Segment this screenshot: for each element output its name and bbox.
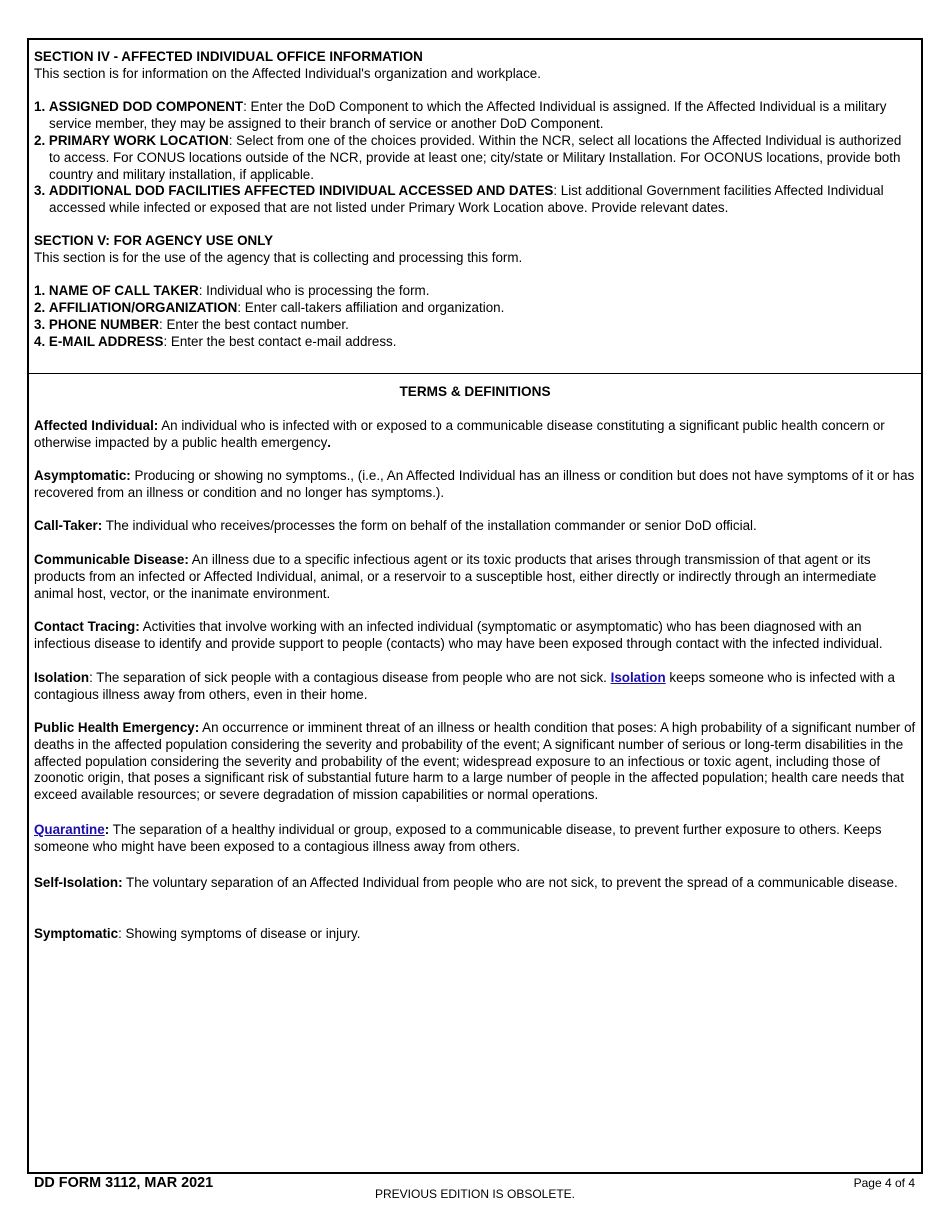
- def-symptomatic: Symptomatic: Showing symptoms of disease or injury.: [34, 926, 361, 941]
- isolation-link[interactable]: Isolation: [610, 670, 666, 685]
- list-item: 1. ASSIGNED DOD COMPONENT: Enter the DoD Component to which the Affected Individual is assigned. If the Affected Individual is a military service member, they may be assigned to their branch of service or another DoD Component.: [34, 99, 887, 132]
- terms-title: TERMS & DEFINITIONS: [399, 384, 551, 399]
- def-isolation: Isolation: The separation of sick people with a contagious disease from people who are not sick. Isolation keeps someone who is infected with a contagious illness away from others, even in their home.: [34, 670, 895, 702]
- list-item: 3. PHONE NUMBER: Enter the best contact number.: [34, 316, 349, 332]
- list-item: 1. NAME OF CALL TAKER: Individual who is processing the form.: [34, 283, 430, 299]
- section-iv: [34, 49, 915, 217]
- def-call-taker: Call-Taker: The individual who receives/processes the form on behalf of the installation commander or senior DoD official.: [34, 518, 757, 533]
- page-number: Page 4 of 4: [853, 1176, 915, 1190]
- edition-note: PREVIOUS EDITION IS OBSOLETE.: [374, 1187, 576, 1201]
- section-v-list: [34, 283, 915, 350]
- def-asymptomatic: Asymptomatic: Producing or showing no symptoms., (i.e., An Affected Individual has an illness or condition but does not have symptoms of it or has recovered from an illness or condition and no longer has symptoms.).: [34, 468, 915, 500]
- section-iv-list: [34, 99, 915, 217]
- section-iv-intro: This section is for information on the Affected Individual's organization and workplace.: [34, 65, 541, 81]
- instructions-panel: [29, 40, 921, 374]
- list-item: 2. AFFILIATION/ORGANIZATION: Enter call-takers affiliation and organization.: [34, 300, 505, 316]
- list-item: 4. E-MAIL ADDRESS: Enter the best contact e-mail address.: [34, 333, 397, 349]
- list-item: 3. ADDITIONAL DOD FACILITIES AFFECTED INDIVIDUAL ACCESSED AND DATES: List additional Government facilities Affected Individual accessed while infected or exposed that are not listed under Primary Work Location above. Provide relevant dates.: [34, 183, 884, 216]
- list-item: 2. PRIMARY WORK LOCATION: Select from one of the choices provided. Within the NCR, select all locations the Affected Individual is authorized to access. For CONUS locations outside of the NCR, provide at least one; city/state or Military Installation. For OCONUS locations, provide both country and military installation, if applicable.: [34, 132, 902, 182]
- def-quarantine: Quarantine: The separation of a healthy individual or group, exposed to a communicable disease, to prevent further exposure to others. Keeps someone who might have been exposed to a contagious illness away from others.: [34, 822, 882, 854]
- section-v-intro: This section is for the use of the agency that is collecting and processing this form.: [34, 249, 523, 265]
- def-public-health-emergency: Public Health Emergency: An occurrence or imminent threat of an illness or health condition that poses: A high probability of a significant number of deaths in the affected population considering the severity and probability of the event; A significant number of serious or long-term disabilities in the affected population considering the severity and probability of the event; widespread exposure to an infectious or toxic agent, including those of zoonotic origin, that poses a significant risk of substantial future harm to a large number of people in the affected population; health care needs that exceed available resources; or severe degradation of mission capabilities or normal operations.: [34, 720, 916, 803]
- section-v: [34, 233, 915, 351]
- quarantine-link[interactable]: Quarantine: [34, 822, 105, 837]
- section-iv-heading: SECTION IV - AFFECTED INDIVIDUAL OFFICE INFORMATION: [34, 49, 423, 64]
- section-v-heading: SECTION V: FOR AGENCY USE ONLY: [34, 233, 274, 248]
- def-communicable-disease: Communicable Disease: An illness due to a specific infectious agent or its toxic products that arises through transmission of that agent or its products from an infected or Affected Individual, animal, or a reservoir to a susceptible host, either directly or indirectly through an intermediate animal host, vector, or the inanimate environment.: [34, 552, 877, 601]
- def-self-isolation: Self-Isolation: The voluntary separation of an Affected Individual from people who are not sick, to prevent the spread of a communicable disease.: [34, 875, 898, 890]
- form-frame: [27, 38, 923, 1174]
- def-affected-individual: Affected Individual: An individual who is infected with or exposed to a communicable disease constituting a significant public health concern or otherwise impacted by a public health emergency.: [34, 418, 885, 450]
- form-number: DD FORM 3112, MAR 2021: [34, 1175, 214, 1191]
- def-contact-tracing: Contact Tracing: Activities that involve working with an infected individual (symptomatic or asymptomatic) who has been diagnosed with an infectious disease to identify and provide support to people (contacts) who may have been exposed through contact with the infected individual.: [34, 619, 883, 651]
